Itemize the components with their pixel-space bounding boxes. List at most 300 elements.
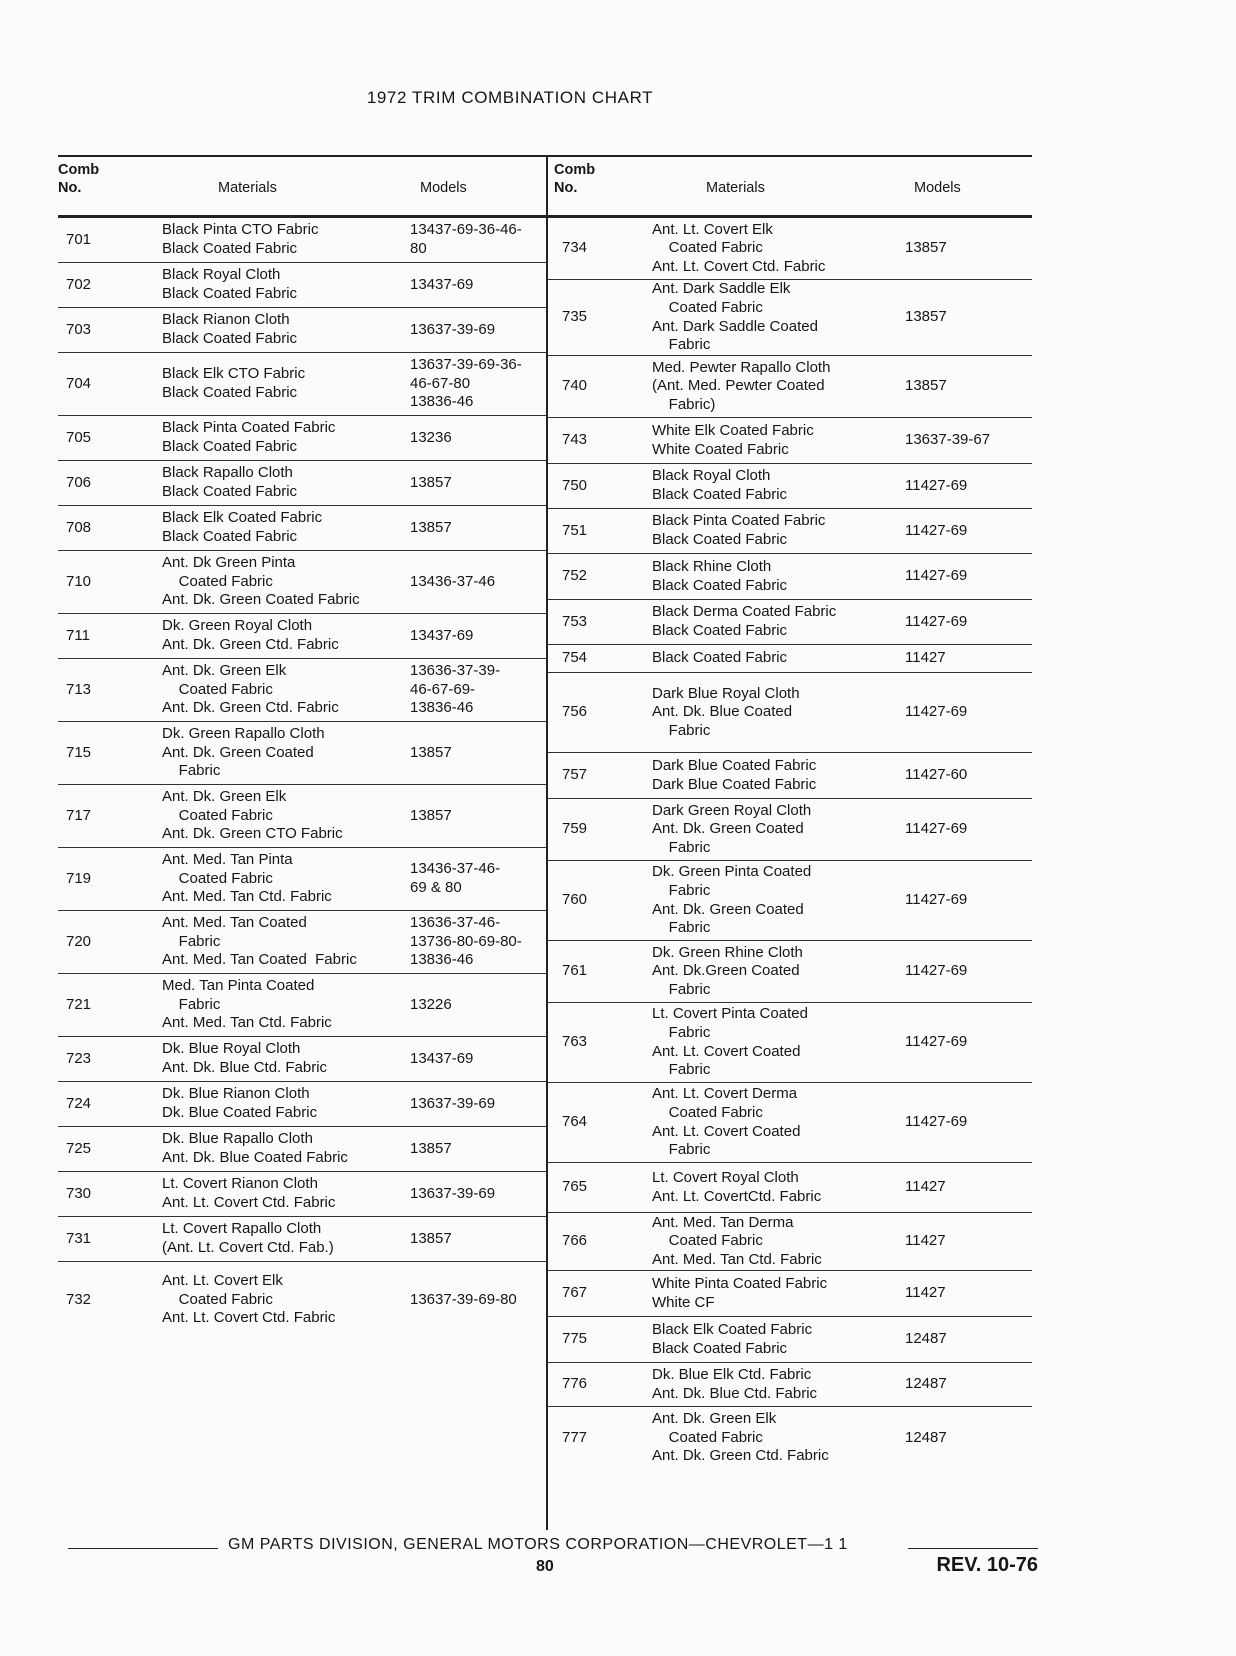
model-line: 69 & 80 <box>410 879 462 896</box>
model-line: 11427-69 <box>905 567 968 585</box>
material-line: Black Derma Coated Fabric <box>652 603 837 621</box>
material-line: Black Elk CTO Fabric <box>162 365 306 383</box>
model-line: 13226 <box>410 995 452 1013</box>
header-models: Models <box>420 180 467 196</box>
models-cell <box>410 785 546 847</box>
header-comb: Comb <box>58 162 100 178</box>
table-row <box>58 1217 548 1262</box>
material-line: Black Pinta CTO Fabric <box>162 221 319 239</box>
right-table-header <box>548 155 1032 218</box>
material-line: (Ant. Lt. Covert Ctd. Fab.) <box>162 1239 334 1256</box>
models-cell <box>905 509 1029 553</box>
model-line: 11427 <box>905 649 946 667</box>
material-line: Dk. Blue Rapallo Cloth <box>162 1130 313 1148</box>
header-materials: Materials <box>706 180 765 196</box>
material-line: Black Rapallo Cloth <box>162 464 293 482</box>
comb-number: 766 <box>562 1232 588 1250</box>
materials-cell <box>162 1127 402 1171</box>
model-line: 11427-69 <box>905 476 968 494</box>
models-cell <box>410 1172 546 1216</box>
models-cell <box>410 416 546 460</box>
model-line: 12487 <box>905 1428 947 1446</box>
material-line: Fabric) <box>652 395 716 413</box>
materials-cell <box>652 941 892 1002</box>
material-line: Med. Tan Pinta Coated <box>162 977 315 995</box>
material-line: Coated Fabric <box>162 806 273 824</box>
table-row <box>548 464 1032 509</box>
materials-cell <box>652 1363 892 1406</box>
materials-cell <box>162 1082 402 1126</box>
model-line: 13857 <box>905 239 947 257</box>
models-cell <box>905 1363 1029 1406</box>
material-line: Fabric <box>652 838 711 856</box>
model-line: 13857 <box>410 806 452 824</box>
material-line: Fabric <box>652 881 711 899</box>
material-line: Coated Fabric <box>162 869 273 887</box>
material-line: Black Coated Fabric <box>162 285 298 302</box>
comb-number: 703 <box>66 320 92 338</box>
table-row <box>58 614 548 659</box>
model-line: 13436-37-46 <box>410 572 496 590</box>
comb-number: 759 <box>562 820 588 838</box>
materials-cell <box>652 464 892 508</box>
model-line: 13857 <box>410 1229 452 1247</box>
material-line: Coated Fabric <box>652 239 763 257</box>
material-line: Lt. Covert Pinta Coated <box>652 1005 808 1023</box>
comb-number: 705 <box>66 428 92 446</box>
model-line: 11427-69 <box>905 612 968 630</box>
left-table-header <box>58 155 548 218</box>
table-row <box>58 974 548 1037</box>
material-line: Lt. Covert Rapallo Cloth <box>162 1220 322 1238</box>
model-line: 13857 <box>905 308 947 326</box>
materials-cell <box>162 911 402 973</box>
table-row <box>548 1083 1032 1163</box>
comb-number: 734 <box>562 239 588 257</box>
material-line: Black Elk Coated Fabric <box>162 509 323 527</box>
material-line: Fabric <box>652 1061 711 1079</box>
material-line: Fabric <box>652 980 711 998</box>
comb-number: 777 <box>562 1428 588 1446</box>
models-cell <box>905 356 1029 417</box>
materials-cell <box>652 418 892 463</box>
materials-cell <box>162 614 402 658</box>
comb-number: 740 <box>562 377 588 395</box>
material-line: Ant. Dk. Green Coated <box>652 900 804 918</box>
models-cell <box>905 645 1029 672</box>
comb-number: 704 <box>66 374 92 392</box>
comb-number: 730 <box>66 1184 92 1202</box>
table-row <box>58 1037 548 1082</box>
comb-number: 757 <box>562 766 588 784</box>
comb-number: 713 <box>66 680 92 698</box>
comb-number: 750 <box>562 476 588 494</box>
table-row <box>58 1262 548 1338</box>
table-row <box>548 554 1032 600</box>
material-line: Coated Fabric <box>162 1290 273 1308</box>
material-line: Dark Blue Royal Cloth <box>652 684 800 702</box>
right-table-body <box>548 218 1032 1469</box>
materials-cell <box>652 753 892 798</box>
material-line: Ant. Dk. Green Ctd. Fabric <box>162 636 339 653</box>
material-line: Fabric <box>162 762 221 780</box>
material-line: Dk. Blue Royal Cloth <box>162 1040 301 1058</box>
comb-number: 754 <box>562 649 588 667</box>
material-line: Dk. Green Rapallo Cloth <box>162 725 325 743</box>
model-line: 13437-69 <box>410 275 474 293</box>
table-row <box>58 1082 548 1127</box>
table-row <box>548 218 1032 280</box>
material-line: Black Rhine Cloth <box>652 557 772 575</box>
models-cell <box>905 418 1029 463</box>
footer-text: GM PARTS DIVISION, GENERAL MOTORS CORPORATION—CHEVROLET—1 1 <box>228 1536 848 1553</box>
header-materials: Materials <box>218 180 277 196</box>
comb-number: 715 <box>66 743 92 761</box>
header-models: Models <box>914 180 961 196</box>
material-line: Fabric <box>162 995 221 1013</box>
material-line: Ant. Med. Tan Ctd. Fabric <box>162 1014 332 1032</box>
models-cell <box>410 461 546 505</box>
material-line: Ant. Dk. Green Coated Fabric <box>162 591 360 609</box>
material-line: Ant. Lt. Covert Coated <box>652 1042 801 1060</box>
table-row <box>58 911 548 974</box>
materials-cell <box>652 1213 892 1270</box>
material-line: Ant. Lt. Covert Ctd. Fabric <box>652 257 826 275</box>
table-row <box>548 356 1032 418</box>
model-line: 13836-46 <box>410 951 474 969</box>
material-line: Ant. Lt. Covert Ctd. Fabric <box>162 1194 336 1211</box>
models-cell <box>410 263 546 307</box>
materials-cell <box>162 1037 402 1081</box>
materials-cell <box>652 1407 892 1469</box>
model-line: 13736-80-69-80- <box>410 932 522 950</box>
material-line: Black Royal Cloth <box>652 467 771 485</box>
table-row <box>548 673 1032 753</box>
materials-cell <box>162 1262 402 1338</box>
models-cell <box>410 1037 546 1081</box>
comb-number: 725 <box>66 1139 92 1157</box>
models-cell <box>905 1271 1029 1316</box>
comb-number: 720 <box>66 932 92 950</box>
revision: REV. 10-76 <box>936 1554 1038 1576</box>
material-line: Dk. Green Pinta Coated <box>652 863 812 881</box>
comb-number: 752 <box>562 567 588 585</box>
material-line: Black Coated Fabric <box>652 576 788 594</box>
materials-cell <box>162 1217 402 1261</box>
model-line: 13637-39-69-80 <box>410 1290 517 1308</box>
left-table-body <box>58 218 548 1338</box>
models-cell <box>905 1003 1029 1082</box>
comb-number: 764 <box>562 1113 588 1131</box>
models-cell <box>905 280 1029 355</box>
models-cell <box>905 1083 1029 1162</box>
header-no: No. <box>554 180 578 196</box>
model-line: 80 <box>410 240 427 257</box>
models-cell <box>905 1407 1029 1469</box>
material-line: Ant. Med. Tan Pinta <box>162 851 293 869</box>
material-line: Med. Pewter Rapallo Cloth <box>652 358 831 376</box>
table-row <box>58 263 548 308</box>
model-line: 13236 <box>410 428 452 446</box>
model-line: 13857 <box>410 743 452 761</box>
table-row <box>58 848 548 911</box>
model-line: 13857 <box>905 377 947 395</box>
material-line: Dark Blue Coated Fabric <box>652 775 817 793</box>
material-line: Ant. Dk. Green Elk <box>652 1410 777 1428</box>
material-line: Black Elk Coated Fabric <box>652 1320 813 1338</box>
model-line: 13637-39-69 <box>410 1184 496 1202</box>
models-cell <box>410 614 546 658</box>
material-line: Black Rianon Cloth <box>162 311 290 329</box>
table-row <box>548 861 1032 941</box>
materials-cell <box>162 263 402 307</box>
material-line: Coated Fabric <box>162 680 273 698</box>
comb-number: 761 <box>562 962 588 980</box>
materials-cell <box>162 551 402 613</box>
model-line: 13437-69-36-46- <box>410 221 522 239</box>
comb-number: 743 <box>562 431 588 449</box>
model-line: 13637-39-69 <box>410 1094 496 1112</box>
material-line: Ant. Dk. Blue Ctd. Fabric <box>162 1059 328 1076</box>
comb-number: 735 <box>562 308 588 326</box>
models-cell <box>410 551 546 613</box>
table-row <box>58 1172 548 1217</box>
comb-number: 760 <box>562 891 588 909</box>
model-line: 12487 <box>905 1375 947 1393</box>
models-cell <box>410 353 546 415</box>
models-cell <box>905 861 1029 940</box>
material-line: Black Coated Fabric <box>162 330 298 347</box>
page-title: 1972 TRIM COMBINATION CHART <box>366 88 654 107</box>
models-cell <box>410 974 546 1036</box>
models-cell <box>410 722 546 784</box>
material-line: Lt. Covert Royal Cloth <box>652 1168 799 1186</box>
material-line: Ant. Dk. Green Coated <box>652 820 804 838</box>
materials-cell <box>652 218 892 279</box>
material-line: Ant. Med. Tan Coated Fabric <box>162 951 357 969</box>
material-line: Ant. Med. Tan Ctd. Fabric <box>652 1250 822 1268</box>
comb-number: 753 <box>562 612 588 630</box>
material-line: Ant. Dk.Green Coated <box>652 962 800 980</box>
models-cell <box>905 941 1029 1002</box>
model-line: 13637-39-69-36- <box>410 356 522 374</box>
material-line: Black Coated Fabric <box>162 438 298 455</box>
material-line: Dk. Blue Coated Fabric <box>162 1104 318 1121</box>
material-line: Fabric <box>162 932 221 950</box>
table-row <box>548 941 1032 1003</box>
material-line: White Elk Coated Fabric <box>652 421 814 439</box>
footer-rule-right <box>908 1548 1038 1549</box>
model-line: 11427-60 <box>905 766 968 784</box>
materials-cell <box>162 659 402 721</box>
material-line: White Coated Fabric <box>652 440 789 458</box>
table-row <box>58 785 548 848</box>
material-line: White Pinta Coated Fabric <box>652 1274 828 1292</box>
models-cell <box>410 659 546 721</box>
table-row <box>548 799 1032 861</box>
materials-cell <box>652 1003 892 1082</box>
models-cell <box>410 308 546 352</box>
material-line: Black Royal Cloth <box>162 266 281 284</box>
models-cell <box>410 506 546 550</box>
material-line: Lt. Covert Rianon Cloth <box>162 1175 318 1193</box>
material-line: Ant. Lt. Covert Derma <box>652 1085 798 1103</box>
material-line: (Ant. Med. Pewter Coated <box>652 377 825 395</box>
models-cell <box>410 1262 546 1338</box>
material-line: Fabric <box>652 919 711 937</box>
comb-number: 711 <box>66 626 90 644</box>
material-line: Ant. Lt. Covert Elk <box>652 220 773 238</box>
page-footer <box>68 1536 1038 1576</box>
model-line: 11427-69 <box>905 703 968 721</box>
material-line: Dk. Green Rhine Cloth <box>652 943 803 961</box>
material-line: Black Coated Fabric <box>652 531 788 548</box>
material-line: Black Coated Fabric <box>162 483 298 500</box>
model-line: 13636-37-46- <box>410 914 501 932</box>
table-row <box>58 353 548 416</box>
model-line: 13437-69 <box>410 1049 474 1067</box>
footer-rule-left <box>68 1548 218 1549</box>
table-row <box>548 509 1032 554</box>
models-cell <box>905 218 1029 279</box>
table-row <box>58 659 548 722</box>
materials-cell <box>162 506 402 550</box>
table-row <box>58 308 548 353</box>
model-line: 11427-69 <box>905 1113 968 1131</box>
table-row <box>548 1003 1032 1083</box>
comb-number: 721 <box>66 995 92 1013</box>
material-line: Ant. Dk. Green Ctd. Fabric <box>162 699 339 717</box>
material-line: Black Pinta Coated Fabric <box>652 512 826 530</box>
comb-number: 719 <box>66 869 92 887</box>
model-line: 12487 <box>905 1330 947 1348</box>
material-line: Ant. Dk. Blue Coated <box>652 703 793 721</box>
materials-cell <box>652 280 892 355</box>
material-line: Dark Blue Coated Fabric <box>652 756 817 774</box>
comb-number: 732 <box>66 1290 92 1308</box>
materials-cell <box>162 785 402 847</box>
models-cell <box>410 911 546 973</box>
table-row <box>548 280 1032 356</box>
models-cell <box>905 464 1029 508</box>
comb-number: 765 <box>562 1178 588 1196</box>
table-row <box>58 416 548 461</box>
models-cell <box>905 673 1029 752</box>
material-line: Ant. Med. Tan Coated <box>162 914 307 932</box>
model-line: 11427-69 <box>905 521 968 539</box>
material-line: Dk. Blue Elk Ctd. Fabric <box>652 1365 812 1383</box>
material-line: Fabric <box>652 721 711 739</box>
material-line: Black Coated Fabric <box>162 384 298 401</box>
models-cell <box>905 799 1029 860</box>
models-cell <box>410 1082 546 1126</box>
material-line: Ant. Dk. Blue Ctd. Fabric <box>652 1384 818 1402</box>
materials-cell <box>652 1163 892 1212</box>
models-cell <box>905 1163 1029 1212</box>
models-cell <box>905 1213 1029 1270</box>
models-cell <box>905 753 1029 798</box>
comb-number: 731 <box>66 1229 92 1247</box>
models-cell <box>410 218 546 262</box>
table-row <box>548 1213 1032 1271</box>
material-line: Ant. Dk. Green Elk <box>162 662 287 680</box>
table-row <box>58 506 548 551</box>
material-line: Black Coated Fabric <box>652 1339 788 1357</box>
table-row <box>548 1271 1032 1317</box>
materials-cell <box>162 722 402 784</box>
model-line: 11427-69 <box>905 962 968 980</box>
comb-number: 763 <box>562 1033 588 1051</box>
material-line: Ant. Lt. Covert Elk <box>162 1272 283 1290</box>
models-cell <box>905 554 1029 599</box>
header-comb: Comb <box>554 162 596 178</box>
model-line: 13857 <box>410 518 452 536</box>
material-line: Coated Fabric <box>652 1232 763 1250</box>
material-line: Ant. Lt. Covert Ctd. Fabric <box>162 1309 336 1327</box>
page-number: 80 <box>536 1558 554 1575</box>
comb-number: 706 <box>66 473 92 491</box>
model-line: 11427 <box>905 1232 946 1250</box>
model-line: 13437-69 <box>410 626 474 644</box>
materials-cell <box>652 509 892 553</box>
comb-number: 723 <box>66 1049 92 1067</box>
material-line: Ant. Dk. Blue Coated Fabric <box>162 1149 348 1166</box>
material-line: Ant. Dk. Green CTO Fabric <box>162 825 343 843</box>
material-line: Black Pinta Coated Fabric <box>162 419 336 437</box>
comb-number: 701 <box>66 230 92 248</box>
material-line: Ant. Dk Green Pinta <box>162 554 296 572</box>
model-line: 13857 <box>410 473 452 491</box>
materials-cell <box>162 416 402 460</box>
table-row <box>58 722 548 785</box>
material-line: Ant. Med. Tan Ctd. Fabric <box>162 888 332 906</box>
model-line: 11427-69 <box>905 820 968 838</box>
comb-number: 767 <box>562 1284 588 1302</box>
right-table <box>546 155 1032 1530</box>
table-row <box>58 461 548 506</box>
model-line: 46-67-80 <box>410 374 471 392</box>
table-row <box>548 753 1032 799</box>
materials-cell <box>162 353 402 415</box>
materials-cell <box>652 600 892 644</box>
material-line: White CF <box>652 1293 715 1311</box>
comb-number: 717 <box>66 806 92 824</box>
table-row <box>548 1407 1032 1469</box>
model-line: 46-67-69- <box>410 680 476 698</box>
materials-cell <box>162 974 402 1036</box>
material-line: Black Coated Fabric <box>162 528 298 545</box>
model-line: 11427 <box>905 1284 946 1302</box>
material-line: Fabric <box>652 1023 711 1041</box>
material-line: Black Coated Fabric <box>652 649 788 667</box>
header-no: No. <box>58 180 82 196</box>
material-line: Fabric <box>652 336 711 354</box>
material-line: Fabric <box>652 1141 711 1159</box>
materials-cell <box>652 1083 892 1162</box>
models-cell <box>410 1127 546 1171</box>
table-row <box>548 1317 1032 1363</box>
comb-number: 756 <box>562 703 588 721</box>
model-line: 13836-46 <box>410 699 474 717</box>
comb-number: 724 <box>66 1094 92 1112</box>
comb-number: 776 <box>562 1375 588 1393</box>
material-line: Ant. Dark Saddle Elk <box>652 280 791 298</box>
table-row <box>58 218 548 263</box>
material-line: Ant. Lt. Covert Coated <box>652 1122 801 1140</box>
materials-cell <box>162 461 402 505</box>
material-line: Ant. Dk. Green Coated <box>162 743 314 761</box>
model-line: 11427 <box>905 1178 946 1196</box>
